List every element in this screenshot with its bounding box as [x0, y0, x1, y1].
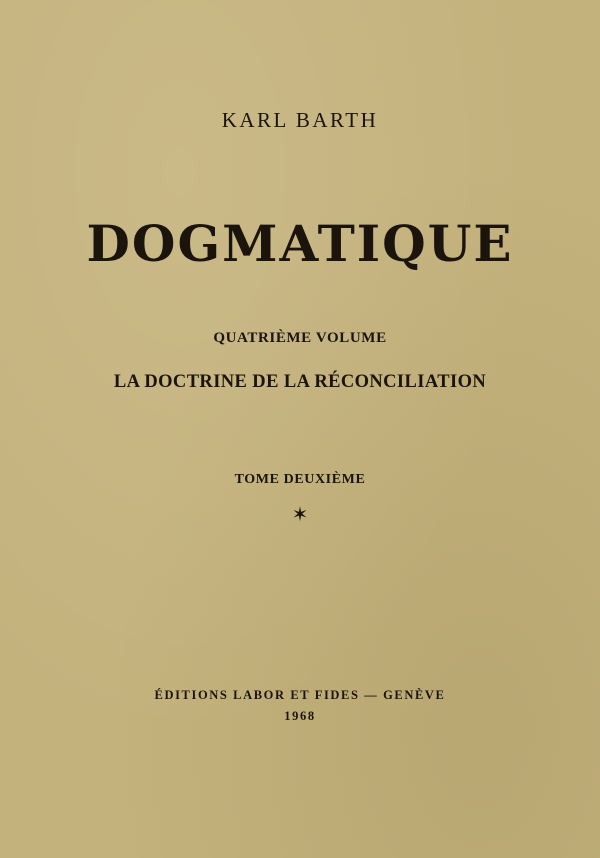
publisher-line: ÉDITIONS LABOR ET FIDES — GENÈVE [154, 688, 446, 702]
book-subtitle: LA DOCTRINE DE LA RÉCONCILIATION [113, 372, 487, 392]
publication-year: 1968 [284, 709, 316, 723]
asterisk-ornament-icon: ✶ [291, 502, 309, 526]
tome-label: TOME DEUXIÈME [234, 472, 366, 487]
volume-label: QUATRIÈME VOLUME [213, 330, 387, 346]
author-name: KARL BARTH [221, 108, 379, 132]
book-title: DOGMATIQUE [86, 214, 514, 273]
